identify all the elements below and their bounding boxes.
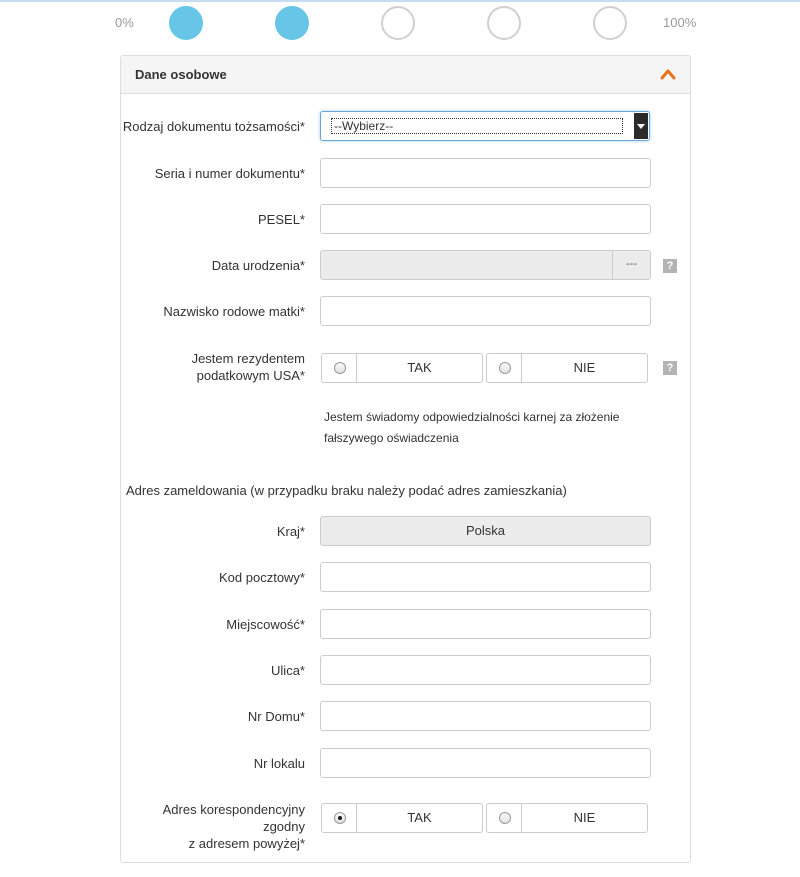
address-section-label: Adres zameldowania (w przypadku braku należy podać adres zamieszkania) <box>126 483 567 498</box>
city-label: Miejscowość* <box>226 617 305 632</box>
correspondence-no-label: NIE <box>573 810 596 825</box>
document-number-field[interactable] <box>320 158 651 188</box>
us-resident-no-option[interactable] <box>486 353 648 383</box>
progress-start-label: 0% <box>115 15 134 30</box>
us-resident-yes-option[interactable] <box>321 353 483 383</box>
radio-button[interactable] <box>499 362 511 374</box>
street-field[interactable] <box>320 655 651 685</box>
mother-maiden-name-field[interactable] <box>320 296 651 326</box>
document-type-select[interactable] <box>320 111 650 141</box>
country-field: Polska <box>320 516 651 546</box>
chevron-down-icon[interactable] <box>634 113 648 139</box>
birth-date-field[interactable] <box>320 250 651 280</box>
declaration-line2: fałszywego oświadczenia <box>324 431 459 445</box>
us-resident-no-label: NIE <box>573 360 596 375</box>
us-resident-label-line2: podatkowym USA* <box>196 368 305 383</box>
correspondence-label-line1: Adres korespondencyjny zgodny <box>162 802 305 834</box>
postal-code-field[interactable] <box>320 562 651 592</box>
chevron-up-icon[interactable] <box>658 65 678 83</box>
apartment-number-field[interactable] <box>320 748 651 778</box>
correspondence-no-option[interactable] <box>486 803 648 833</box>
progress-indicator <box>0 0 800 46</box>
panel-title: Dane osobowe <box>135 67 227 82</box>
document-type-label: Rodzaj dokumentu tożsamości* <box>122 119 305 134</box>
street-label: Ulica* <box>271 663 305 678</box>
radio-cell <box>322 804 357 832</box>
progress-step-4 <box>487 6 521 40</box>
panel-header[interactable] <box>121 56 690 94</box>
apartment-number-label: Nr lokalu <box>253 756 305 771</box>
correspondence-yes-label: TAK <box>407 810 432 825</box>
radio-cell <box>487 354 522 382</box>
help-icon[interactable]: ? <box>663 259 677 273</box>
declaration-line1: Jestem świadomy odpowiedzialności karnej za złożenie <box>324 410 620 424</box>
radio-button[interactable] <box>499 812 511 824</box>
radio-cell <box>322 354 357 382</box>
country-label: Kraj* <box>276 524 305 539</box>
correspondence-label <box>121 801 305 852</box>
house-number-label: Nr Domu* <box>247 709 305 724</box>
us-resident-yes-label: TAK <box>407 360 432 375</box>
progress-step-2 <box>275 6 309 40</box>
us-resident-label <box>192 350 305 384</box>
pesel-label: PESEL* <box>258 212 305 227</box>
correspondence-label-line2: z adresem powyżej* <box>188 836 305 851</box>
progress-step-3 <box>381 6 415 40</box>
help-icon[interactable]: ? <box>663 361 677 375</box>
declaration-text <box>324 407 644 449</box>
postal-code-label: Kod pocztowy* <box>219 570 305 585</box>
house-number-field[interactable] <box>320 701 651 731</box>
progress-end-label: 100% <box>663 15 697 30</box>
correspondence-yes-option[interactable] <box>321 803 483 833</box>
city-field[interactable] <box>320 609 651 639</box>
radio-button[interactable] <box>334 362 346 374</box>
mother-maiden-name-label: Nazwisko rodowe matki* <box>163 304 305 319</box>
radio-button-checked[interactable] <box>334 812 346 824</box>
radio-cell <box>487 804 522 832</box>
birth-date-label: Data urodzenia* <box>211 258 305 273</box>
document-number-label: Seria i numer dokumentu* <box>154 166 305 181</box>
document-type-value: --Wybierz-- <box>331 118 623 134</box>
progress-step-5 <box>593 6 627 40</box>
personal-data-panel <box>120 55 691 863</box>
date-picker-button[interactable]: --- <box>612 251 650 279</box>
progress-step-1 <box>169 6 203 40</box>
pesel-field[interactable] <box>320 204 651 234</box>
us-resident-label-line1: Jestem rezydentem <box>191 351 305 366</box>
